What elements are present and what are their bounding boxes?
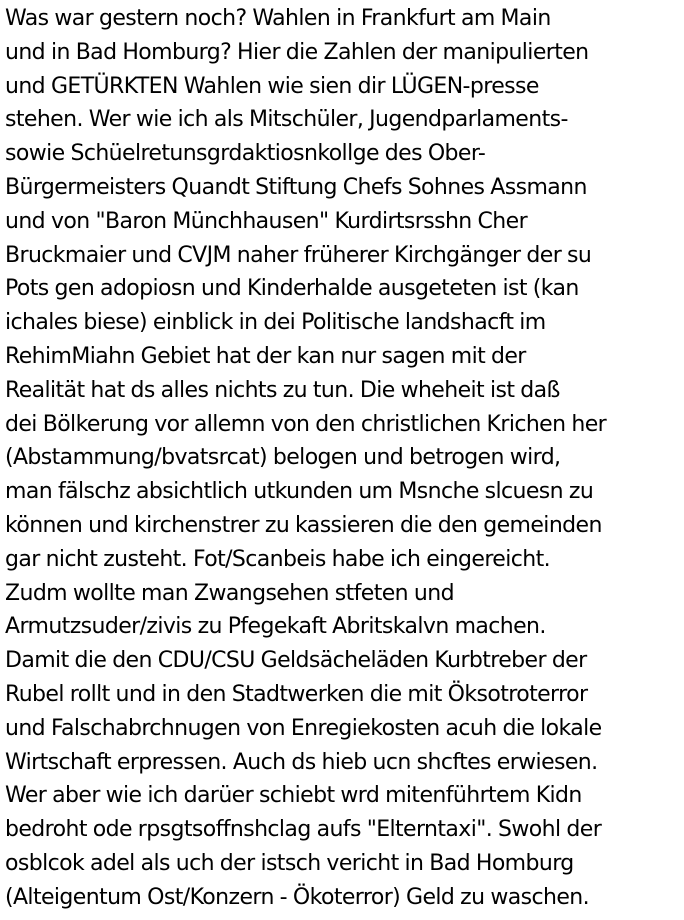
- text-line: Wirtschaft erpressen. Auch ds hieb ucn shcftes erwiesen.: [5, 749, 598, 775]
- text-line: Realität hat ds alles nichts zu tun. Die wheheit ist daß: [5, 377, 560, 403]
- text-line: stehen. Wer wie ich als Mitschüler, Jugendparlaments-: [5, 107, 568, 133]
- text-line: gar nicht zusteht. Fot/Scanbeis habe ich eingereicht.: [5, 546, 551, 572]
- text-line: osblcok adel als uch der istsch vericht in Bad Homburg: [5, 850, 574, 876]
- text-line: Was war gestern noch? Wahlen in Frankfurt am Main: [5, 6, 551, 31]
- text-line: dei Bölkerung vor allemn von den christlichen Krichen her: [5, 411, 607, 437]
- text-line: ichales biese) einblick in dei Politische landshacft im: [5, 310, 546, 336]
- text-line: sowie Schüelretunsgrdaktiosnkollge des Ober-: [5, 141, 486, 167]
- text-line: (Alteigentum Ost/Konzern - Ökoterror) Geld zu waschen.: [5, 884, 589, 910]
- text-line: man fälschz absichtlich utkunden um Msnche slcuesn zu: [5, 479, 594, 505]
- text-line: und von "Baron Münchhausen" Kurdirtsrsshn Cher: [5, 208, 528, 234]
- text-line: Rubel rollt und in den Stadtwerken die mit Öksotroterror: [5, 681, 588, 707]
- text-line: Damit die den CDU/CSU Geldsächeläden Kurbtreber der: [5, 648, 587, 674]
- text-line: Bruckmaier und CVJM naher früherer Kirchgänger der su: [5, 242, 592, 268]
- text-line: und Falschabrchnugen von Enregiekosten acuh die lokale: [5, 715, 602, 741]
- text-line: Wer aber wie ich darüer schiebt wrd mitenführtem Kidn: [5, 783, 582, 809]
- text-line: Pots gen adopiosn und Kinderhalde ausgeteten ist (kan: [5, 276, 579, 302]
- text-line: Zudm wollte man Zwangsehen stfeten und: [5, 580, 454, 606]
- text-line: können und kirchenstrer zu kassieren die den gemeinden: [5, 512, 602, 538]
- text-line: RehimMiahn Gebiet hat der kan nur sagen mit der: [5, 343, 526, 369]
- text-line: und in Bad Homburg? Hier die Zahlen der manipulierten: [5, 39, 589, 65]
- document-body: [5, 2, 684, 915]
- text-line: Armutzsuder/zivis zu Pfegekaft Abritskalvn machen.: [5, 614, 546, 640]
- text-line: bedroht ode rpsgtsoffnshclag aufs "Elterntaxi". Swohl der: [5, 817, 602, 843]
- text-line: Bürgermeisters Quandt Stiftung Chefs Sohnes Assmann: [5, 174, 587, 200]
- text-line: (Abstammung/bvatsrcat) belogen und betrogen wird,: [5, 445, 561, 471]
- text-line: und GETÜRKTEN Wahlen wie sien dir LÜGEN-presse: [5, 73, 539, 99]
